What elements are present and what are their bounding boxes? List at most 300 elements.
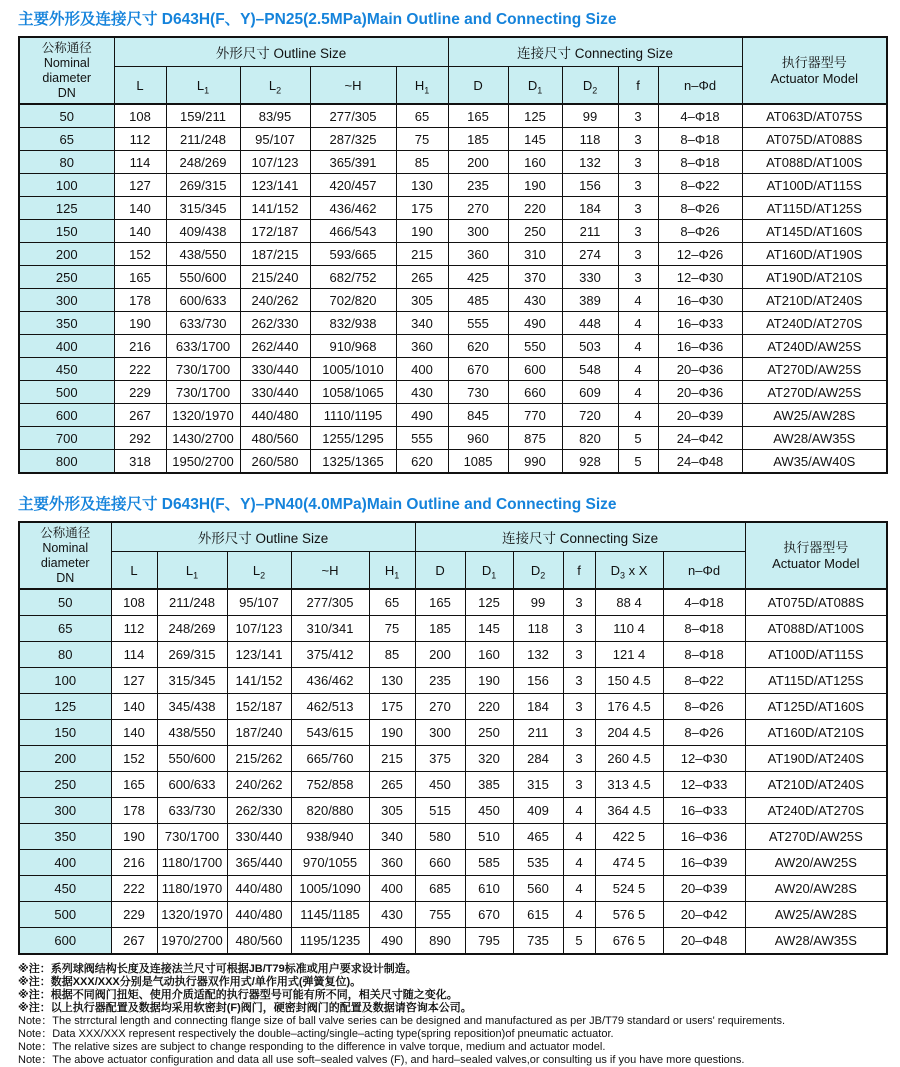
value-cell: 185 — [448, 128, 508, 151]
note-line-zh: ※注：数据XXX/XXX分别是气动执行器双作用式/单作用式(弹簧复位)。 — [18, 976, 362, 988]
value-cell: 152/187 — [227, 694, 291, 720]
value-cell: 118 — [562, 128, 618, 151]
value-cell: 4 — [618, 289, 658, 312]
value-cell: 24–Φ42 — [658, 427, 742, 450]
dn-cell: 400 — [19, 335, 114, 358]
value-cell: 4 — [618, 335, 658, 358]
value-cell: 3 — [563, 616, 595, 642]
value-cell: 145 — [465, 616, 513, 642]
value-cell: 4 — [563, 902, 595, 928]
value-cell: 345/438 — [157, 694, 227, 720]
value-cell: 480/560 — [240, 427, 310, 450]
value-cell: AT240D/AT270S — [745, 798, 887, 824]
value-cell: AT190D/AT210S — [742, 266, 887, 289]
value-cell: 1180/1970 — [157, 876, 227, 902]
value-cell: 8–Φ26 — [663, 720, 745, 746]
value-cell: 4 — [618, 312, 658, 335]
value-cell: 633/730 — [157, 798, 227, 824]
table-row — [19, 358, 887, 381]
value-cell: 145 — [508, 128, 562, 151]
value-cell: 3 — [618, 174, 658, 197]
value-cell: 1145/1185 — [291, 902, 369, 928]
value-cell: 440/480 — [240, 404, 310, 427]
value-cell: 12–Φ30 — [658, 266, 742, 289]
value-cell: 262/330 — [240, 312, 310, 335]
value-cell: 165 — [448, 104, 508, 128]
value-cell: 190 — [114, 312, 166, 335]
value-cell: 141/152 — [240, 197, 310, 220]
value-cell: 215 — [396, 243, 448, 266]
column-header: $H_1$ — [396, 67, 448, 105]
value-cell: 580 — [415, 824, 465, 850]
value-cell: 20–Φ36 — [658, 381, 742, 404]
note-line-en: Note：The above actuator configuration and data all use soft–sealed valves (F), and hard–sealed valves,or consulting us if you have more questions. — [18, 1054, 745, 1066]
value-cell: 152 — [114, 243, 166, 266]
value-cell: AT270D/AW25S — [742, 381, 887, 404]
value-cell: 1085 — [448, 450, 508, 474]
value-cell: 752/858 — [291, 772, 369, 798]
value-cell: 165 — [111, 772, 157, 798]
value-cell: 370 — [508, 266, 562, 289]
value-cell: 620 — [448, 335, 508, 358]
note-line-zh: ※注：系列球阀结构长度及连接法兰尺寸可根据JB/T79标准或用户要求设计制造。 — [18, 963, 417, 975]
note-line-zh: ※注：根据不同阀门扭矩、使用介质适配的执行器型号可能有所不同，相关尺寸随之变化。 — [18, 989, 458, 1001]
value-cell: 178 — [114, 289, 166, 312]
value-cell: 8–Φ26 — [658, 197, 742, 220]
value-cell: 465 — [513, 824, 563, 850]
value-cell: 16–Φ33 — [658, 312, 742, 335]
table-row — [19, 642, 887, 668]
value-cell: 3 — [618, 104, 658, 128]
value-cell: 375 — [415, 746, 465, 772]
value-cell: 670 — [448, 358, 508, 381]
value-cell: 832/938 — [310, 312, 396, 335]
value-cell: 211 — [562, 220, 618, 243]
value-cell: 20–Φ42 — [663, 902, 745, 928]
value-cell: 200 — [415, 642, 465, 668]
actuator-model-header: 执行器型号 Actuator Model — [745, 522, 887, 589]
value-cell: 85 — [369, 642, 415, 668]
value-cell: 515 — [415, 798, 465, 824]
value-cell: 16–Φ36 — [658, 335, 742, 358]
value-cell: 16–Φ39 — [663, 850, 745, 876]
value-cell: 466/543 — [310, 220, 396, 243]
outline-size-header: 外形尺寸 Outline Size — [111, 522, 415, 552]
table-row — [19, 720, 887, 746]
value-cell: 1255/1295 — [310, 427, 396, 450]
value-cell: 1430/2700 — [166, 427, 240, 450]
value-cell: 190 — [369, 720, 415, 746]
value-cell: 140 — [114, 220, 166, 243]
value-cell: 8–Φ26 — [658, 220, 742, 243]
value-cell: 125 — [465, 589, 513, 616]
value-cell: AT115D/AT125S — [742, 197, 887, 220]
value-cell: 730/1700 — [157, 824, 227, 850]
value-cell: 248/269 — [166, 151, 240, 174]
value-cell: 450 — [415, 772, 465, 798]
value-cell: 730/1700 — [166, 358, 240, 381]
value-cell: 550/600 — [157, 746, 227, 772]
dn-cell: 100 — [19, 174, 114, 197]
value-cell: 107/123 — [227, 616, 291, 642]
value-cell: AT160D/AT190S — [742, 243, 887, 266]
column-header: ~H — [310, 67, 396, 105]
value-cell: 229 — [114, 381, 166, 404]
value-cell: 130 — [369, 668, 415, 694]
value-cell: 3 — [618, 220, 658, 243]
value-cell: 375/412 — [291, 642, 369, 668]
value-cell: 430 — [508, 289, 562, 312]
value-cell: 16–Φ30 — [658, 289, 742, 312]
value-cell: 190 — [111, 824, 157, 850]
table-row — [19, 668, 887, 694]
value-cell: 12–Φ33 — [663, 772, 745, 798]
value-cell: 365/391 — [310, 151, 396, 174]
value-cell: 114 — [111, 642, 157, 668]
value-cell: 267 — [111, 928, 157, 955]
value-cell: 730/1700 — [166, 381, 240, 404]
value-cell: 24–Φ48 — [658, 450, 742, 474]
value-cell: 1005/1010 — [310, 358, 396, 381]
table-row — [19, 616, 887, 642]
value-cell: 216 — [114, 335, 166, 358]
value-cell: 300 — [448, 220, 508, 243]
value-cell: 3 — [618, 243, 658, 266]
value-cell: 125 — [508, 104, 562, 128]
dn-cell: 400 — [19, 850, 111, 876]
value-cell: 3 — [563, 668, 595, 694]
table-row — [19, 381, 887, 404]
table-row — [19, 312, 887, 335]
value-cell: 240/262 — [227, 772, 291, 798]
value-cell: 5 — [563, 928, 595, 955]
value-cell: 190 — [465, 668, 513, 694]
value-cell: 4 — [563, 850, 595, 876]
value-cell: AT125D/AT160S — [745, 694, 887, 720]
value-cell: 360 — [448, 243, 508, 266]
value-cell: 485 — [448, 289, 508, 312]
pn40-section — [18, 492, 886, 955]
column-header: $D_2$ — [562, 67, 618, 105]
pn25-section — [18, 7, 886, 474]
value-cell: AW20/AW25S — [745, 850, 887, 876]
dn-cell: 250 — [19, 266, 114, 289]
dn-cell: 350 — [19, 824, 111, 850]
dn-cell: 150 — [19, 220, 114, 243]
value-cell: AW28/AW35S — [742, 427, 887, 450]
value-cell: 438/550 — [157, 720, 227, 746]
value-cell: 364 4.5 — [595, 798, 663, 824]
value-cell: 609 — [562, 381, 618, 404]
value-cell: 4 — [563, 824, 595, 850]
value-cell: 3 — [563, 772, 595, 798]
value-cell: 4 — [618, 358, 658, 381]
value-cell: AT115D/AT125S — [745, 668, 887, 694]
value-cell: 1195/1235 — [291, 928, 369, 955]
value-cell: 330 — [562, 266, 618, 289]
nominal-diameter-header: 公称通径 Nominal diameter DN — [19, 37, 114, 104]
dn-cell: 150 — [19, 720, 111, 746]
table-row — [19, 772, 887, 798]
value-cell: 555 — [396, 427, 448, 450]
value-cell: 420/457 — [310, 174, 396, 197]
value-cell: 75 — [369, 616, 415, 642]
dn-cell: 65 — [19, 616, 111, 642]
column-header: D — [448, 67, 508, 105]
value-cell: 123/141 — [240, 174, 310, 197]
value-cell: 682/752 — [310, 266, 396, 289]
value-cell: 430 — [369, 902, 415, 928]
value-cell: 250 — [465, 720, 513, 746]
value-cell: AT240D/AT270S — [742, 312, 887, 335]
value-cell: 132 — [513, 642, 563, 668]
column-header: n–Φd — [658, 67, 742, 105]
table-row — [19, 746, 887, 772]
value-cell: 400 — [396, 358, 448, 381]
value-cell: 440/480 — [227, 876, 291, 902]
value-cell: 95/107 — [227, 589, 291, 616]
value-cell: AT063D/AT075S — [742, 104, 887, 128]
value-cell: 890 — [415, 928, 465, 955]
table-row — [19, 798, 887, 824]
value-cell: 211 — [513, 720, 563, 746]
value-cell: 670 — [465, 902, 513, 928]
value-cell: 8–Φ26 — [663, 694, 745, 720]
value-cell: 660 — [415, 850, 465, 876]
value-cell: 4–Φ18 — [663, 589, 745, 616]
value-cell: 8–Φ18 — [663, 642, 745, 668]
value-cell: 265 — [369, 772, 415, 798]
value-cell: 187/215 — [240, 243, 310, 266]
note-line-zh: ※注：以上执行器配置及数据均采用软密封(F)阀门，硬密封阀门的配置及数据请咨询本公司。 — [18, 1002, 472, 1014]
dn-cell: 800 — [19, 450, 114, 474]
table-row — [19, 694, 887, 720]
value-cell: 576 5 — [595, 902, 663, 928]
table-row — [19, 427, 887, 450]
column-header: L — [111, 552, 157, 590]
value-cell: AT160D/AT210S — [745, 720, 887, 746]
value-cell: 287/325 — [310, 128, 396, 151]
value-cell: 108 — [111, 589, 157, 616]
value-cell: 990 — [508, 450, 562, 474]
column-header: f — [563, 552, 595, 590]
value-cell: 770 — [508, 404, 562, 427]
value-cell: 450 — [465, 798, 513, 824]
value-cell: 284 — [513, 746, 563, 772]
value-cell: 187/240 — [227, 720, 291, 746]
value-cell: 20–Φ48 — [663, 928, 745, 955]
value-cell: 8–Φ18 — [663, 616, 745, 642]
value-cell: 175 — [396, 197, 448, 220]
value-cell: 127 — [114, 174, 166, 197]
connecting-size-header: 连接尺寸 Connecting Size — [415, 522, 745, 552]
column-header: $H_1$ — [369, 552, 415, 590]
value-cell: 190 — [508, 174, 562, 197]
value-cell: 8–Φ18 — [658, 128, 742, 151]
value-cell: 845 — [448, 404, 508, 427]
value-cell: 215/262 — [227, 746, 291, 772]
value-cell: 150 4.5 — [595, 668, 663, 694]
value-cell: 1058/1065 — [310, 381, 396, 404]
value-cell: AW25/AW28S — [745, 902, 887, 928]
pn40-table-title: 主要外形及连接尺寸 D643H(F、Y)–PN40(4.0MPa)Main Outline and Connecting Size — [18, 496, 617, 513]
value-cell: 318 — [114, 450, 166, 474]
value-cell: 462/513 — [291, 694, 369, 720]
table-row — [19, 928, 887, 955]
value-cell: 315/345 — [166, 197, 240, 220]
value-cell: 20–Φ39 — [663, 876, 745, 902]
value-cell: 560 — [513, 876, 563, 902]
value-cell: 820 — [562, 427, 618, 450]
value-cell: 211/248 — [157, 589, 227, 616]
value-cell: 165 — [415, 589, 465, 616]
value-cell: 215/240 — [240, 266, 310, 289]
value-cell: 220 — [465, 694, 513, 720]
value-cell: 315/345 — [157, 668, 227, 694]
value-cell: 16–Φ33 — [663, 798, 745, 824]
value-cell: 665/760 — [291, 746, 369, 772]
dn-cell: 100 — [19, 668, 111, 694]
value-cell: 422 5 — [595, 824, 663, 850]
value-cell: 548 — [562, 358, 618, 381]
value-cell: 270 — [415, 694, 465, 720]
value-cell: 108 — [114, 104, 166, 128]
value-cell: 3 — [563, 642, 595, 668]
value-cell: 265 — [396, 266, 448, 289]
value-cell: AT270D/AW25S — [742, 358, 887, 381]
value-cell: 184 — [562, 197, 618, 220]
actuator-model-header: 执行器型号 Actuator Model — [742, 37, 887, 104]
value-cell: 248/269 — [157, 616, 227, 642]
value-cell: AT145D/AT160S — [742, 220, 887, 243]
column-header: D — [415, 552, 465, 590]
value-cell: 95/107 — [240, 128, 310, 151]
value-cell: 425 — [448, 266, 508, 289]
dn-cell: 700 — [19, 427, 114, 450]
value-cell: AT088D/AT100S — [745, 616, 887, 642]
dn-cell: 200 — [19, 243, 114, 266]
value-cell: 12–Φ30 — [663, 746, 745, 772]
value-cell: 176 4.5 — [595, 694, 663, 720]
pn25-table-title: 主要外形及连接尺寸 D643H(F、Y)–PN25(2.5MPa)Main Outline and Connecting Size — [18, 11, 617, 28]
value-cell: 795 — [465, 928, 513, 955]
value-cell: 277/305 — [291, 589, 369, 616]
value-cell: AT075D/AT088S — [742, 128, 887, 151]
value-cell: 220 — [508, 197, 562, 220]
dn-cell: 300 — [19, 798, 111, 824]
table-row — [19, 266, 887, 289]
value-cell: 152 — [111, 746, 157, 772]
value-cell: 3 — [563, 589, 595, 616]
table-row — [19, 404, 887, 427]
value-cell: 165 — [114, 266, 166, 289]
dn-cell: 50 — [19, 104, 114, 128]
value-cell: 1970/2700 — [157, 928, 227, 955]
value-cell: 365/440 — [227, 850, 291, 876]
value-cell: 190 — [396, 220, 448, 243]
value-cell: 385 — [465, 772, 513, 798]
table-row — [19, 824, 887, 850]
value-cell: 65 — [396, 104, 448, 128]
value-cell: 4 — [563, 876, 595, 902]
value-cell: 140 — [111, 694, 157, 720]
value-cell: 267 — [114, 404, 166, 427]
value-cell: 16–Φ36 — [663, 824, 745, 850]
table-row — [19, 850, 887, 876]
column-header: $L_1$ — [157, 552, 227, 590]
value-cell: 260 4.5 — [595, 746, 663, 772]
dn-cell: 125 — [19, 197, 114, 220]
value-cell: 600/633 — [166, 289, 240, 312]
value-cell: AW35/AW40S — [742, 450, 887, 474]
dn-cell: 125 — [19, 694, 111, 720]
value-cell: 928 — [562, 450, 618, 474]
value-cell: 340 — [396, 312, 448, 335]
value-cell: 3 — [563, 720, 595, 746]
value-cell: 127 — [111, 668, 157, 694]
value-cell: 438/550 — [166, 243, 240, 266]
value-cell: 240/262 — [240, 289, 310, 312]
value-cell: 702/820 — [310, 289, 396, 312]
value-cell: 114 — [114, 151, 166, 174]
value-cell: 121 4 — [595, 642, 663, 668]
outline-size-header: 外形尺寸 Outline Size — [114, 37, 448, 67]
value-cell: 274 — [562, 243, 618, 266]
value-cell: 178 — [111, 798, 157, 824]
value-cell: AT100D/AT115S — [742, 174, 887, 197]
value-cell: 720 — [562, 404, 618, 427]
value-cell: 132 — [562, 151, 618, 174]
value-cell: 593/665 — [310, 243, 396, 266]
value-cell: 555 — [448, 312, 508, 335]
column-header: n–Φd — [663, 552, 745, 590]
value-cell: 75 — [396, 128, 448, 151]
value-cell: 310 — [508, 243, 562, 266]
value-cell: 4 — [618, 404, 658, 427]
value-cell: 360 — [369, 850, 415, 876]
value-cell: 222 — [111, 876, 157, 902]
value-cell: AT270D/AW25S — [745, 824, 887, 850]
value-cell: 305 — [369, 798, 415, 824]
value-cell: 685 — [415, 876, 465, 902]
value-cell: 4–Φ18 — [658, 104, 742, 128]
value-cell: 474 5 — [595, 850, 663, 876]
value-cell: 875 — [508, 427, 562, 450]
dn-cell: 65 — [19, 128, 114, 151]
value-cell: AW20/AW28S — [745, 876, 887, 902]
column-header: $D_3$ x X — [595, 552, 663, 590]
value-cell: 633/730 — [166, 312, 240, 335]
value-cell: 550/600 — [166, 266, 240, 289]
value-cell: 660 — [508, 381, 562, 404]
value-cell: 4 — [563, 798, 595, 824]
value-cell: 3 — [563, 694, 595, 720]
value-cell: 123/141 — [227, 642, 291, 668]
dn-cell: 80 — [19, 642, 111, 668]
value-cell: 510 — [465, 824, 513, 850]
value-cell: 156 — [562, 174, 618, 197]
nominal-diameter-header: 公称通径 Nominal diameter DN — [19, 522, 111, 589]
column-header: $D_2$ — [513, 552, 563, 590]
value-cell: 600 — [508, 358, 562, 381]
value-cell: 600/633 — [157, 772, 227, 798]
column-header: $D_1$ — [465, 552, 513, 590]
column-header: ~H — [291, 552, 369, 590]
table-row — [19, 197, 887, 220]
value-cell: 269/315 — [166, 174, 240, 197]
value-cell: 112 — [114, 128, 166, 151]
value-cell: 620 — [396, 450, 448, 474]
